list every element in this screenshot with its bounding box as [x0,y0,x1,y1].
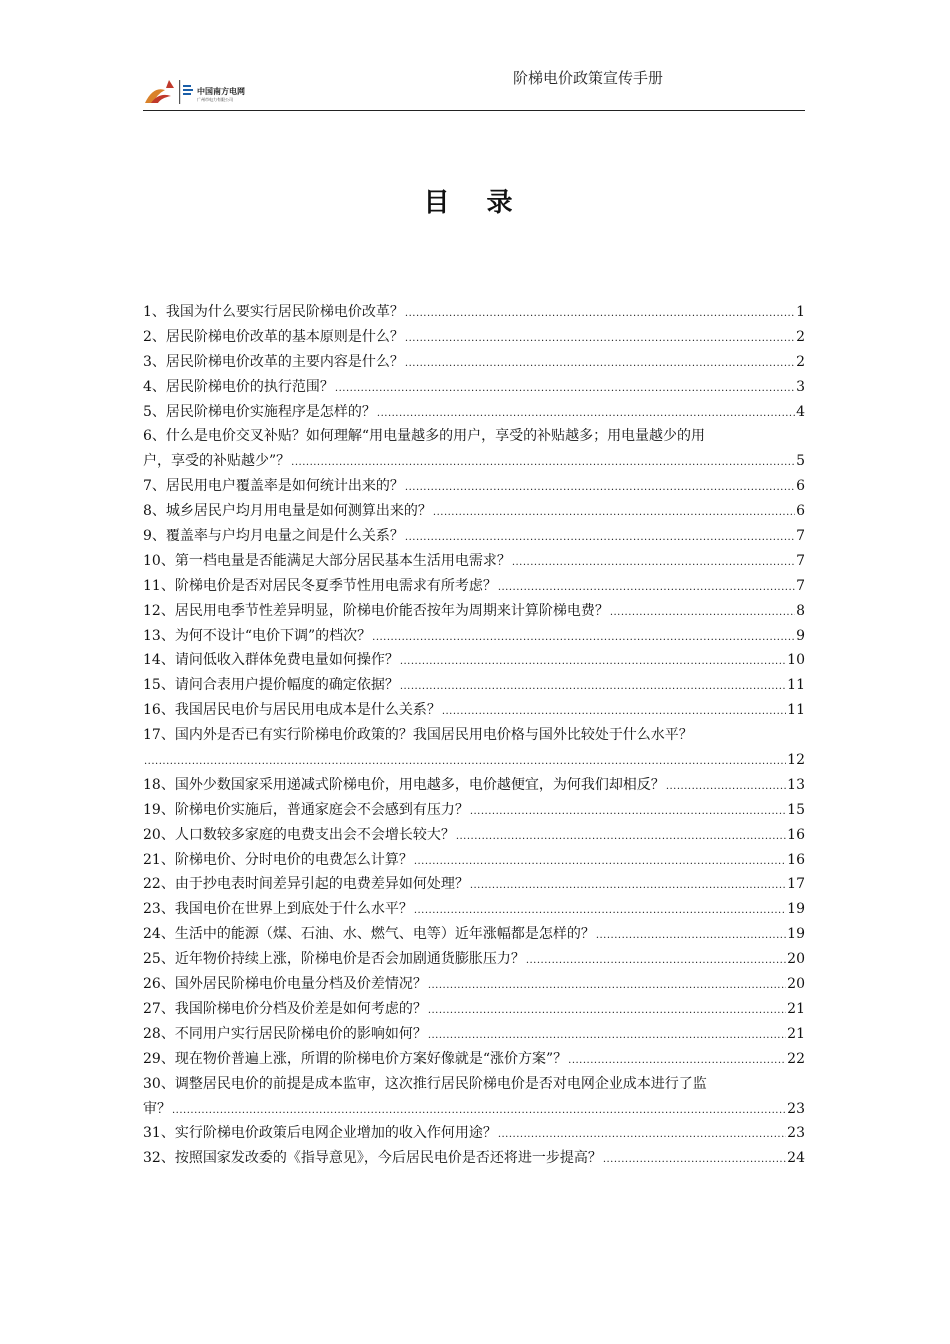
toc-entry[interactable] [143,872,805,897]
toc-entry-text: 3、居民阶梯电价改革的主要内容是什么？ [143,353,404,370]
toc-page-number: 16 [787,826,805,843]
toc-entry[interactable] [143,947,805,972]
toc-entry[interactable] [143,673,805,698]
toc-entry[interactable] [143,474,805,499]
toc-page-number: 16 [787,851,805,868]
toc-entry-text: 27、我国阶梯电价分档及价差是如何考虑的？ [143,1000,427,1017]
toc-page-number: 6 [796,478,805,495]
toc-entry-text: 32、按照国家发改委的《指导意见》，今后居民电价是否还将进一步提高？ [143,1150,602,1167]
toc-leader-dots [414,899,786,924]
toc-leader-dots [400,650,786,675]
toc-entry-text: 20、人口数较多家庭的电费支出会不会增长较大？ [143,826,455,843]
company-logo [143,76,293,106]
toc-entry-text: 21、阶梯电价、分时电价的电费怎么计算？ [143,851,413,868]
toc-entry[interactable] [143,524,805,549]
toc-entry-text: 4、居民阶梯电价的执行范围？ [143,378,334,395]
toc-entry[interactable] [143,1146,805,1171]
toc-entry-text: 26、国外居民阶梯电价电量分档及价差情况？ [143,976,427,993]
toc-entry[interactable] [143,624,805,649]
toc-heading: 目 录 [423,188,527,218]
toc-entry-text: 17、国内外是否已有实行阶梯电价政策的？我国居民用电价格与国外比较处于什么水平？ [143,727,693,744]
toc-entry-text: 14、请问低收入群体免费电量如何操作？ [143,652,399,669]
toc-leader-dots [372,626,795,651]
toc-entry-text: 15、请问合表用户提价幅度的确定依据？ [143,677,399,694]
toc-entry[interactable] [143,1121,805,1146]
toc-entry[interactable] [143,748,805,773]
toc-entry[interactable] [143,1022,805,1047]
toc-entry-text: 10、第一档电量是否能满足大部分居民基本生活用电需求？ [143,552,511,569]
toc-leader-dots [428,1024,786,1049]
toc-entry[interactable] [143,325,805,350]
toc-page-number: 11 [787,677,805,694]
toc-leader-dots [470,800,786,825]
toc-entry-text: 1、我国为什么要实行居民阶梯电价改革？ [143,304,404,320]
toc-leader-dots [405,352,795,377]
table-of-contents [143,300,805,1171]
toc-entry-text: 13、为何不设计“电价下调”的档次？ [143,627,372,644]
toc-entry[interactable] [143,574,805,599]
page-header [143,62,805,111]
toc-entry-text: 户，享受的补贴越少”？ [143,453,291,470]
toc-page-number: 22 [787,1050,805,1067]
document-title: 阶梯电价政策宣传手册 [512,69,663,87]
toc-leader-dots [442,700,786,725]
toc-entry[interactable] [143,798,805,823]
toc-leader-dots [405,476,795,501]
toc-leader-dots [335,377,795,402]
toc-entry-text: 28、不同用户实行居民阶梯电价的影响如何？ [143,1025,427,1042]
toc-page-number: 21 [787,1025,805,1042]
toc-entry[interactable] [143,773,805,798]
toc-page-number: 21 [787,1000,805,1017]
toc-leader-dots [414,850,786,875]
toc-page-number: 2 [796,353,805,370]
toc-page-number: 5 [796,453,805,470]
toc-entry[interactable] [143,1097,805,1122]
toc-entry-text: 8、城乡居民户均月用电量是如何测算出来的？ [143,503,432,520]
toc-entry-text: 9、覆盖率与户均月电量之间是什么关系？ [143,528,404,545]
logo-text: 中国南方电网 [197,87,245,96]
toc-entry[interactable] [143,648,805,673]
toc-entry-line[interactable] [143,424,805,449]
toc-leader-dots [291,451,795,476]
toc-entry[interactable] [143,823,805,848]
toc-entry-text: 18、国外少数国家采用递减式阶梯电价，用电越多，电价越便宜，为何我们却相反？ [143,776,665,793]
toc-entry[interactable] [143,698,805,723]
toc-entry-text: 25、近年物价持续上涨，阶梯电价是否会加剧通货膨胀压力？ [143,951,525,968]
toc-entry[interactable] [143,1047,805,1072]
toc-entry-text: 19、阶梯电价实施后，普通家庭会不会感到有压力？ [143,801,469,818]
toc-leader-dots [144,750,786,775]
toc-page-number: 15 [787,801,805,818]
toc-entry-text: 5、居民阶梯电价实施程序是怎样的？ [143,403,376,420]
toc-entry-line[interactable] [143,723,805,748]
toc-page-number: 24 [787,1150,805,1167]
toc-entry[interactable] [143,400,805,425]
toc-entry[interactable] [143,449,805,474]
logo-subtext: 广州市电力有限公司 [197,97,233,102]
toc-leader-dots [526,949,786,974]
toc-leader-dots [610,601,795,626]
toc-entry-text: 11、阶梯电价是否对居民冬夏季节性用电需求有所考虑？ [143,577,497,594]
toc-entry[interactable] [143,922,805,947]
toc-entry-text: 31、实行阶梯电价政策后电网企业增加的收入作何用途？ [143,1125,497,1142]
toc-page-number: 12 [787,752,805,769]
toc-entry[interactable] [143,549,805,574]
toc-page-number: 20 [787,976,805,993]
toc-entry-text: 审？ [143,1100,171,1117]
toc-entry-line[interactable] [143,1072,805,1097]
toc-leader-dots [400,675,786,700]
toc-page-number: 7 [796,577,805,594]
toc-entry-text: 16、我国居民电价与居民用电成本是什么关系？ [143,702,441,719]
toc-page-number: 8 [796,602,805,619]
toc-page-number: 1 [796,304,805,320]
toc-entry[interactable] [143,972,805,997]
toc-page-number: 3 [796,378,805,395]
logo-emblem-icon [143,76,195,106]
toc-page-number: 17 [787,876,805,893]
toc-leader-dots [512,551,795,576]
toc-page-number: 13 [787,776,805,793]
toc-entry-text: 2、居民阶梯电价改革的基本原则是什么？ [143,328,404,345]
toc-entry[interactable] [143,300,805,325]
toc-page-number: 2 [796,328,805,345]
toc-leader-dots [405,302,795,327]
toc-page-number: 19 [787,901,805,918]
toc-leader-dots [405,327,795,352]
toc-leader-dots [596,924,786,949]
toc-page-number: 7 [796,552,805,569]
toc-page-number: 20 [787,951,805,968]
toc-page-number: 19 [787,926,805,943]
toc-entry-text: 23、我国电价在世界上到底处于什么水平？ [143,901,413,918]
toc-entry[interactable] [143,599,805,624]
toc-page-number: 6 [796,503,805,520]
toc-entry-text: 22、由于抄电表时间差异引起的电费差异如何处理？ [143,876,469,893]
toc-entry-text: 12、居民用电季节性差异明显，阶梯电价能否按年为周期来计算阶梯电费？ [143,602,609,619]
toc-leader-dots [568,1049,786,1074]
toc-entry[interactable] [143,897,805,922]
toc-entry[interactable] [143,997,805,1022]
toc-entry-text: 7、居民用电户覆盖率是如何统计出来的？ [143,478,404,495]
toc-leader-dots [498,576,795,601]
toc-leader-dots [405,526,795,551]
toc-entry-text: 29、现在物价普遍上涨，所谓的阶梯电价方案好像就是“涨价方案”？ [143,1050,568,1067]
toc-entry[interactable] [143,350,805,375]
toc-leader-dots [603,1148,786,1173]
toc-leader-dots [428,974,786,999]
toc-entry-text: 24、生活中的能源（煤、石油、水、燃气、电等）近年涨幅都是怎样的？ [143,926,595,943]
toc-leader-dots [456,825,786,850]
toc-entry[interactable] [143,375,805,400]
toc-entry[interactable] [143,499,805,524]
toc-leader-dots [428,999,786,1024]
toc-page-number: 11 [787,702,805,719]
toc-leader-dots [377,402,795,427]
toc-page-number: 10 [787,652,805,669]
toc-page-number: 7 [796,528,805,545]
toc-entry-text: 30、调整居民电价的前提是成本监审，这次推行居民阶梯电价是否对电网企业成本进行了监 [143,1075,707,1092]
toc-page-number: 23 [787,1100,805,1117]
toc-page-number: 4 [796,403,805,420]
toc-leader-dots [498,1123,786,1148]
toc-leader-dots [666,775,786,800]
toc-page-number: 23 [787,1125,805,1142]
toc-entry-text: 6、什么是电价交叉补贴？如何理解“用电量越多的用户，享受的补贴越多；用电量越少的用 [143,428,706,445]
toc-leader-dots [470,874,786,899]
toc-leader-dots [172,1099,786,1124]
toc-entry[interactable] [143,848,805,873]
toc-page-number: 9 [796,627,805,644]
toc-leader-dots [433,501,795,526]
